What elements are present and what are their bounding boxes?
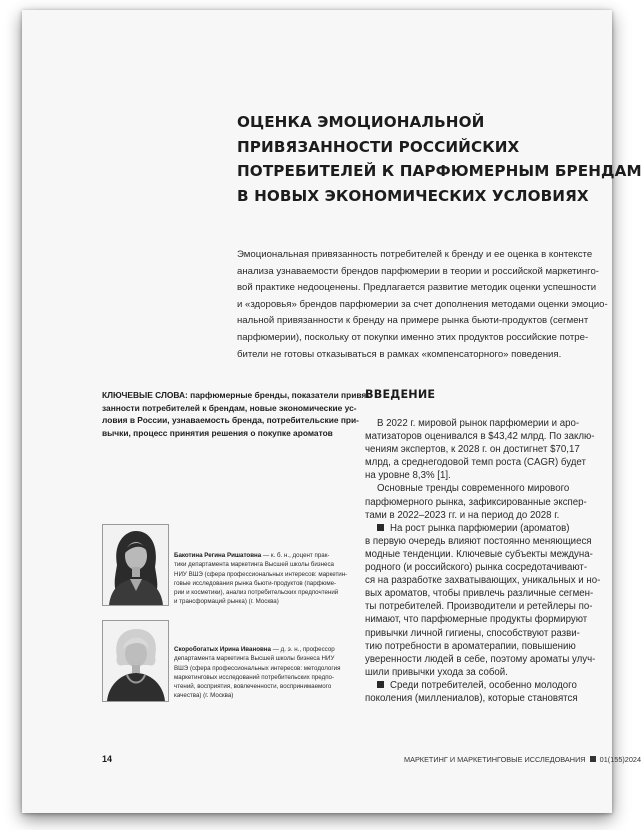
body-line: вых ароматов, чтобы привлечь различные сегмен- xyxy=(365,588,594,600)
body-line: поколения (миллениалов), которые становятся xyxy=(365,692,578,704)
body-line: матизаторов оценивался в $43,42 млрд. По заклю- xyxy=(365,431,595,443)
body-line: на уровне 8,3% [1]. xyxy=(365,470,451,482)
author-name: Бакотина Регина Ришатовна xyxy=(174,552,262,559)
body-column xyxy=(365,417,625,705)
keywords-line: занности потребителей к брендам, новые экономические ус- xyxy=(102,402,357,413)
body-line: родного (и российского) рынка сосредотачивают- xyxy=(365,562,588,574)
square-separator-icon xyxy=(590,756,596,762)
keywords-line: ловия в России, узнаваемость бренда, потребительские при- xyxy=(102,415,359,425)
running-footer xyxy=(404,755,641,764)
portrait-illustration xyxy=(103,525,168,605)
author-bio-bakotina xyxy=(174,551,348,607)
title-line: В НОВЫХ ЭКОНОМИЧЕСКИХ УСЛОВИЯХ xyxy=(237,186,589,205)
issue-number: 01(155)2024 xyxy=(599,755,642,764)
bio-line: качества) (г. Москва) xyxy=(174,692,234,700)
body-line: тию потребности в ароматерапии, повышению xyxy=(365,640,576,652)
abstract xyxy=(237,247,619,363)
abstract-line: Эмоциональная привязанность потребителей к бренду и ее оценка в контексте xyxy=(237,249,593,260)
title-line: ПРИВЯЗАННОСТИ РОССИЙСКИХ xyxy=(237,137,520,156)
bio-line: маркетинговых исследований потребительских предпо- xyxy=(174,673,335,681)
body-line: ся на разработке захватывающих, уникальных и но- xyxy=(365,575,601,587)
bio-line: ВШЭ (сфера профессиональных интересов: методология xyxy=(174,664,341,672)
title-line: ОЦЕНКА ЭМОЦИОНАЛЬНОЙ xyxy=(237,113,485,131)
abstract-line: бители не готовы отказываться в рамках «компенсаторного» поведения. xyxy=(237,348,562,360)
bullet-item-line: На рост рынка парфюмерии (ароматов) xyxy=(365,522,625,535)
body-line: чениям экспертов, к 2028 г. он достигнет $70,17 xyxy=(365,444,580,456)
abstract-line: вой практике недооценены. Предлагается развитие методик оценки успешности xyxy=(237,282,597,294)
body-line: В 2022 г. мировой рынок парфюмерии и аро- xyxy=(377,418,580,429)
keywords-line: вычки, процесс принятия решения о покупке ароматов xyxy=(102,427,333,438)
journal-name: МАРКЕТИНГ И МАРКЕТИНГОВЫЕ ИССЛЕДОВАНИЯ xyxy=(404,755,586,764)
bio-line: — к. б. н., доцент прак- xyxy=(262,552,330,559)
bio-line: рии и косметики), анализ потребительских предпочтений xyxy=(174,589,339,597)
body-line: тами в 2022–2023 гг. и на период до 2028 г. xyxy=(365,509,560,521)
author-bio-skorobogatykh xyxy=(174,645,344,701)
keywords-block xyxy=(102,389,370,439)
body-line: Основные тренды современного мирового xyxy=(377,483,570,495)
abstract-line: нальной привязанности к бренду на примере рынка бьюти-продуктов (сегмент xyxy=(237,315,589,327)
body-line: млрд, а среднегодовой темп роста (CAGR) будет xyxy=(365,457,586,469)
body-line: уверенности людей в себе, поэтому ароматы улуч- xyxy=(365,653,596,665)
bio-line: чтений, восприятия, вовлеченности, воспринимаемого xyxy=(174,683,332,691)
bio-line: и трансформаций рынка) (г. Москва) xyxy=(174,598,279,606)
square-bullet-icon xyxy=(377,681,384,688)
author-name: Скоробогатых Ирина Ивановна xyxy=(174,646,271,653)
page-number: 14 xyxy=(102,754,113,764)
body-line: привычки личной гигиены, способствуют разви- xyxy=(365,627,580,639)
journal-page xyxy=(22,10,642,813)
bio-line: говые исследования рынка бьюти-продуктов (парфюме- xyxy=(174,579,337,587)
author-photo-bakotina xyxy=(102,524,169,606)
portrait-illustration xyxy=(103,621,168,701)
body-line: модные тенденции. Ключевые субъекты междуна- xyxy=(365,548,593,560)
bio-line: тики департамента маркетинга Высшей школы бизнеса xyxy=(174,561,335,569)
author-photo-skorobogatykh xyxy=(102,620,169,702)
title-line: ПОТРЕБИТЕЛЕЙ К ПАРФЮМЕРНЫМ БРЕНДАМ xyxy=(237,162,642,180)
body-line: ты потребителей. Производители и ретейлеры по- xyxy=(365,601,593,613)
body-line: в первую очередь влияют постоянно меняющиеся xyxy=(365,535,592,547)
bio-line: департамента маркетинга Высшей школы бизнеса НИУ xyxy=(174,655,335,663)
keywords-line: КЛЮЧЕВЫЕ СЛОВА: парфюмерные бренды, показатели привя- xyxy=(102,390,370,400)
body-line: парфюмерного рынка, зафиксированные экспер- xyxy=(365,496,587,508)
abstract-line: анализа узнаваемости брендов парфюмерии в теории и российской маркетинго- xyxy=(237,265,599,277)
body-line: шили привычки ухода за собой. xyxy=(365,666,508,678)
bullet-item-line: Среди потребителей, особенно молодого xyxy=(365,679,625,692)
square-bullet-icon xyxy=(377,524,384,531)
abstract-line: парфюмерии), поскольку от покупки именно этих продуктов российские потре- xyxy=(237,331,589,343)
article-title xyxy=(237,110,642,208)
abstract-line: и «здоровья» брендов парфюмерии за счет дополнения методами оценки эмоцио- xyxy=(237,298,608,310)
bio-line: — д. э. н., профессор xyxy=(272,646,335,653)
body-line: нимают, что парфюмерные продукты формируют xyxy=(365,614,588,626)
bio-line: НИУ ВШЭ (сфера профессиональных интересов: маркетин- xyxy=(174,570,348,578)
section-heading: ВВЕДЕНИЕ xyxy=(365,388,436,401)
